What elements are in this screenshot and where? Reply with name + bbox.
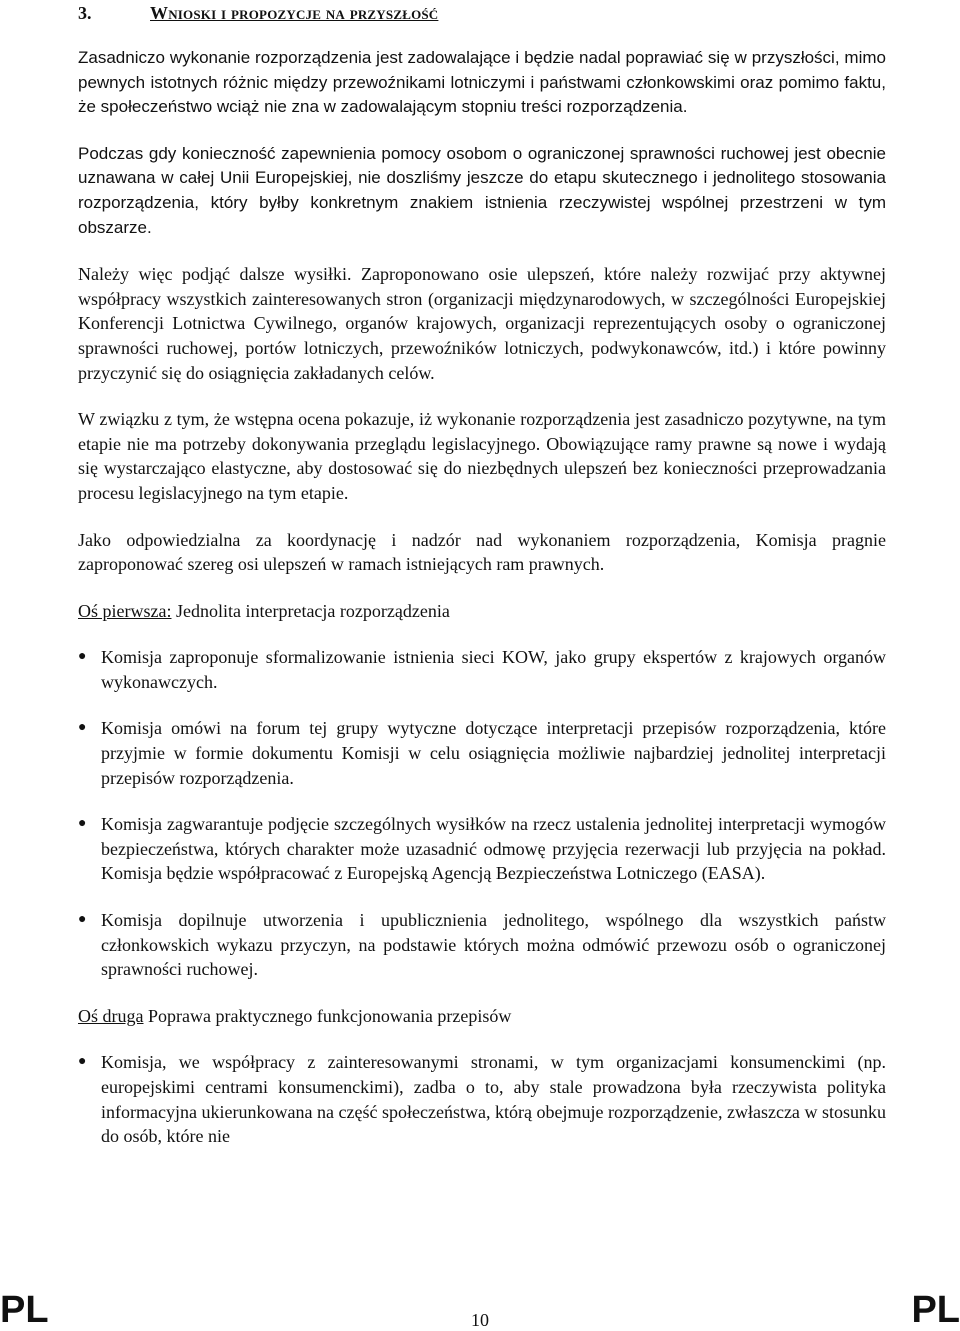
list-item	[78, 908, 886, 982]
list-item-text: Komisja omówi na forum tej grupy wytyczne dotyczące interpretacji przepisów rozporządzenia, które przyjmie w formie dokumentu Komisji w celu osiągnięcia możliwie najbardziej jednolitej interpretacji przepisów rozporządzenia.	[101, 718, 886, 788]
axis-2-label: Oś druga	[78, 1005, 144, 1026]
list-item	[78, 812, 886, 886]
axis-2-text: Poprawa praktycznego funkcjonowania przepisów	[143, 1005, 512, 1026]
bullet-icon: ●	[78, 649, 87, 665]
paragraph-2: Podczas gdy konieczność zapewnienia pomocy osobom o ograniczonej sprawności ruchowej jest obecnie uznawana w całej Unii Europejskiej, nie doszliśmy jeszcze do etapu skutecznego i jednolitego stosowania rozporządzenia, który byłby konkretnym znakiem istnienia rzeczywistej wspólnej przestrzeni w tym obszarze.	[78, 143, 886, 237]
section-number: 3.	[78, 3, 92, 23]
list-item-text: Komisja, we współpracy z zainteresowanymi stronami, w tym organizacjami konsumenckimi (np. europejskimi centrami konsumenckimi), zadba o to, aby stale prowadzona była rzeczywista polityka informacyjna ukierunkowana na część społeczeństwa, którą obejmuje rozporządzenie, zwłaszcza w stosunku do osób, które nie	[101, 1052, 886, 1147]
list-item-text: Komisja dopilnuje utworzenia i upublicznienia jednolitego, wspólnego dla wszystkich państw członkowskich wykazu przyczyn, na podstawie których można odmówić przewozu osób o ograniczonej sprawności ruchowej.	[101, 910, 886, 980]
list-item-text: Komisja zaproponuje sformalizowanie istnienia sieci KOW, jako grupy ekspertów z krajowych organów wykonawczych.	[101, 647, 886, 692]
bullet-icon: ●	[78, 816, 87, 832]
bullet-icon: ●	[78, 1054, 87, 1070]
axis-1-label: Oś pierwsza:	[78, 600, 172, 621]
document-body	[78, 46, 886, 1171]
paragraph-3: Należy więc podjąć dalsze wysiłki. Zaproponowano osie ulepszeń, które należy rozwijać przy aktywnej współpracy wszystkich zainteresowanych stron (organizacji międzynarodowych, w szczególności Europejskiej Konferencji Lotnictwa Cywilnego, organów krajowych, organizacji reprezentujących osoby o ograniczonej sprawności ruchowej, portów lotniczych, przewoźników lotniczych, podwykonawców, itd.) i które powinny przyczynić się do osiągnięcia zakładanych celów.	[78, 264, 886, 383]
list-item-text: Komisja zagwarantuje podjęcie szczególnych wysiłków na rzecz ustalenia jednolitej interpretacji wymogów bezpieczeństwa, których charakter może uzasadnić odmowę przyjęcia rezerwacji lub przyjęcia na pokład. Komisja będzie współpracować z Europejską Agencją Bezpieczeństwa Lotniczego (EASA).	[101, 814, 886, 884]
list-item	[78, 645, 886, 694]
axis-2-heading	[78, 1004, 886, 1029]
paragraph-4: W związku z tym, że wstępna ocena pokazuje, iż wykonanie rozporządzenia jest zasadniczo pozytywne, na tym etapie nie ma potrzeby dokonywania przeglądu legislacyjnego. Obowiązujące ramy prawne są nowe i wydają się wystarczająco elastyczne, aby dostosować się do niezbędnych ulepszeń bez konieczności przeprowadzania procesu legislacyjnego na tym etapie.	[78, 409, 886, 503]
bullet-icon: ●	[78, 720, 87, 736]
paragraph-1: Zasadniczo wykonanie rozporządzenia jest zadowalające i będzie nadal poprawiać się w przyszłości, mimo pewnych istotnych różnic między przewoźnikami lotniczymi i państwami członkowskimi oraz pomimo faktu, że społeczeństwo wciąż nie zna w zadowalającym stopniu treści rozporządzenia.	[78, 48, 886, 117]
footer-language-code-right: PL	[911, 1289, 960, 1331]
footer-language-code-left: PL	[0, 1289, 49, 1331]
list-item	[78, 1050, 886, 1148]
axis-1-list	[78, 645, 886, 982]
axis-2-list	[78, 1050, 886, 1148]
list-item	[78, 716, 886, 790]
axis-1-text: Jednolita interpretacja rozporządzenia	[171, 600, 450, 621]
section-title: Wnioski i propozycje na przyszłość	[150, 3, 439, 23]
paragraph-5: Jako odpowiedzialna za koordynację i nadzór nad wykonaniem rozporządzenia, Komisja pragnie zaproponować szereg osi ulepszeń w ramach istniejących ram prawnych.	[78, 529, 886, 575]
axis-1-heading	[78, 599, 886, 624]
page-number: 10	[471, 1310, 489, 1330]
bullet-icon: ●	[78, 912, 87, 928]
